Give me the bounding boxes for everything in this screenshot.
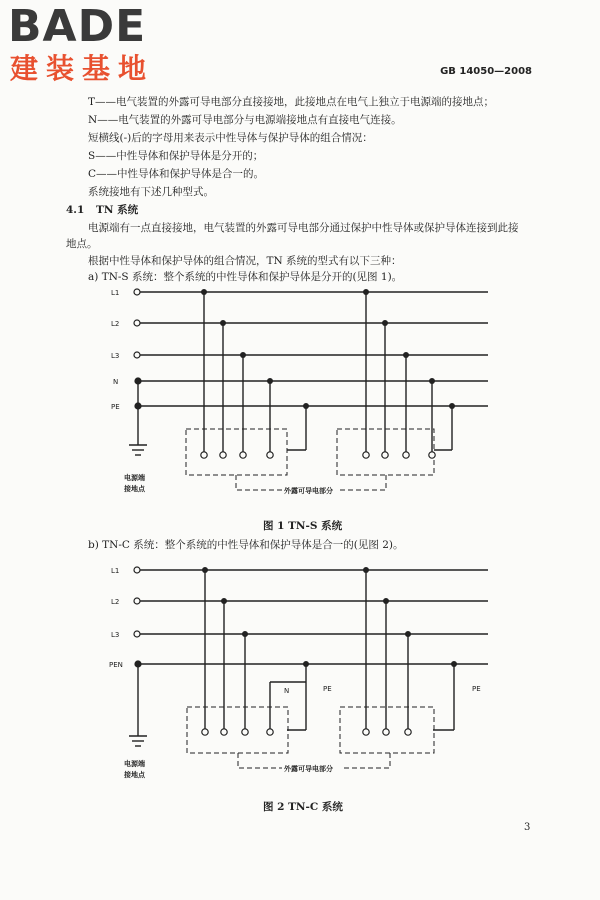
dash-intro: 短横线(-)后的字母用来表示中性导体与保护导体的组合情况： [88,132,373,144]
c-definition: C——中性导体和保护导体是合一的。 [88,168,265,180]
fig1-label-l2: L2 [111,320,120,328]
fig2-label-l3: L3 [111,631,120,639]
types-intro: 系统接地有下述几种型式。 [88,186,214,198]
fig1-ground-label-2: 接地点 [124,485,145,493]
fig1-label-l3: L3 [111,352,120,360]
fig2-label-pe-right: PE [472,685,481,693]
figure-1-tn-s-diagram [0,280,600,510]
fig1-label-l1: L1 [111,289,120,297]
fig2-ground-label-1: 电源端 [124,760,145,768]
t-definition: T——电气装置的外露可导电部分直接接地，此接地点在电气上独立于电源端的接地点； [88,96,495,108]
tn-forms-intro: 根据中性导体和保护导体的组合情况，TN 系统的型式有以下三种： [88,255,402,267]
logo-brand: BADE [8,1,147,52]
fig1-exposed-label: 外露可导电部分 [284,487,333,495]
fig1-label-pe: PE [111,403,120,411]
fig2-label-pe-left: PE [323,685,332,693]
standard-code: GB 14050—2008 [440,66,532,77]
section-title: TN 系统 [96,204,139,216]
tn-description-2: 地点。 [66,238,98,250]
fig2-label-pen: PEN [109,661,123,669]
figure-2-tn-c-diagram [0,558,600,788]
logo-subtitle: 建装基地 [10,52,155,85]
fig2-label-n: N [284,687,290,695]
tn-description-1: 电源端有一点直接接地，电气装置的外露可导电部分通过保护中性导体或保护导体连接到此接 [88,222,519,234]
fig2-ground-label-2: 接地点 [124,771,145,779]
fig2-label-l1: L1 [111,567,120,575]
fig2-exposed-label: 外露可导电部分 [284,765,333,773]
n-definition: N——电气装置的外露可导电部分与电源端接地点有直接电气连接。 [88,114,402,126]
fig2-label-l2: L2 [111,598,120,606]
item-a-tn-s: a) TN-S 系统：整个系统的中性导体和保护导体是分开的(见图 1)。 [88,271,403,283]
figure-2-caption: 图 2 TN-C 系统 [263,801,343,813]
s-definition: S——中性导体和保护导体是分开的； [88,150,264,162]
section-number: 4.1 [66,204,85,216]
page-number: 3 [524,822,531,833]
figure-1-caption: 图 1 TN-S 系统 [263,520,343,532]
fig1-ground-label-1: 电源端 [124,474,145,482]
fig1-label-n: N [113,378,119,386]
item-b-tn-c: b) TN-C 系统：整个系统的中性导体和保护导体是合一的(见图 2)。 [88,539,404,551]
